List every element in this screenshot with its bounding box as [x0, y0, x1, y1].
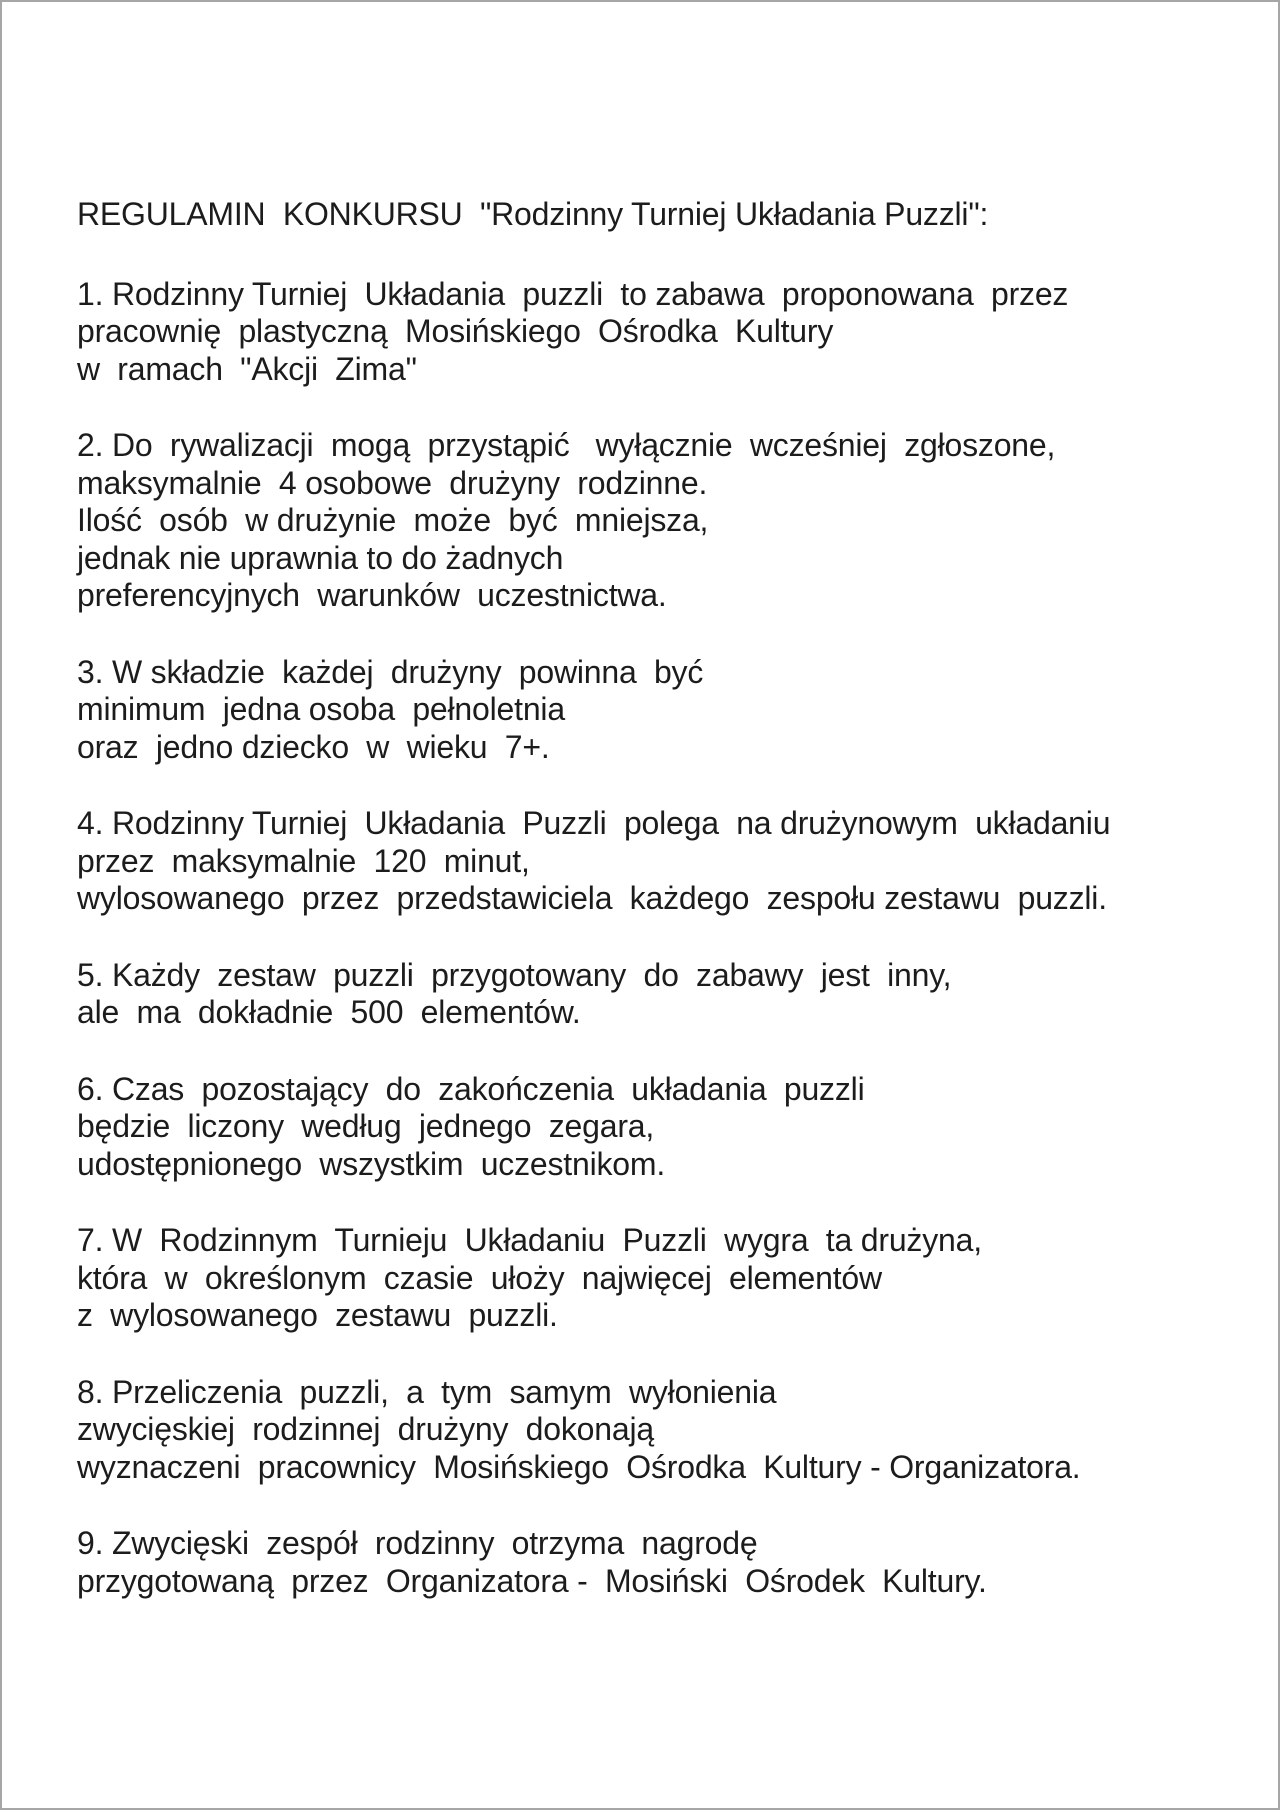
text-line: 3. W składzie każdej drużyny powinna być [77, 653, 704, 690]
paragraph-7 [77, 1222, 1277, 1335]
text-line: udostępnionego wszystkim uczestnikom. [77, 1145, 666, 1182]
text-line: przez maksymalnie 120 minut, [77, 842, 530, 879]
text-line: 8. Przeliczenia puzzli, a tym samym wyłonienia [77, 1373, 777, 1410]
text-line: w ramach "Akcji Zima" [77, 350, 417, 387]
paragraph-9 [77, 1525, 1277, 1600]
text-line: 9. Zwycięski zespół rodzinny otrzyma nagrodę [77, 1525, 758, 1561]
text-line: z wylosowanego zestawu puzzli. [77, 1297, 558, 1333]
text-line: która w określonym czasie ułoży najwięcej elementów [77, 1259, 882, 1296]
paragraph-2 [77, 427, 1277, 615]
paragraph-8 [77, 1374, 1277, 1487]
text-line: 2. Do rywalizacji mogą przystąpić wyłącznie wcześniej zgłoszone, [77, 427, 1056, 463]
paragraph-list [77, 276, 1277, 1601]
text-line: wylosowanego przez przedstawiciela każdego zespołu zestawu puzzli. [77, 880, 1107, 916]
text-line: maksymalnie 4 osobowe drużyny rodzinne. [77, 464, 708, 501]
text-line: oraz jedno dziecko w wieku 7+. [77, 728, 550, 765]
text-line: 7. W Rodzinnym Turnieju Układaniu Puzzli wygra ta drużyna, [77, 1222, 982, 1258]
text-line: jednak nie uprawnia to do żadnych [77, 539, 564, 576]
text-line: przygotowaną przez Organizatora - Mosiński Ośrodek Kultury. [77, 1562, 987, 1599]
text-line: 1. Rodzinny Turniej Układania puzzli to zabawa proponowana przez [77, 275, 1069, 312]
text-line: ale ma dokładnie 500 elementów. [77, 994, 581, 1030]
paragraph-5 [77, 957, 1277, 1032]
text-line: 6. Czas pozostający do zakończenia układania puzzli [77, 1070, 865, 1107]
paragraph-1 [77, 276, 1277, 389]
text-line: zwycięskiej rodzinnej drużyny dokonają [77, 1411, 654, 1447]
text-line: preferencyjnych warunków uczestnictwa. [77, 577, 667, 613]
document-page [77, 196, 1277, 1639]
text-line: pracownię plastyczną Mosińskiego Ośrodka Kultury [77, 313, 834, 349]
text-line: wyznaczeni pracownicy Mosińskiego Ośrodka Kultury - Organizatora. [77, 1448, 1081, 1485]
text-line: Ilość osób w drużynie może być mniejsza, [77, 502, 709, 538]
text-line: minimum jedna osoba pełnoletnia [77, 691, 565, 727]
paragraph-3 [77, 654, 1277, 767]
paragraph-6 [77, 1071, 1277, 1184]
paragraph-4 [77, 805, 1277, 918]
text-line: 5. Każdy zestaw puzzli przygotowany do zabawy jest inny, [77, 956, 952, 993]
document-title: REGULAMIN KONKURSU "Rodzinny Turniej Układania Puzzli": [77, 196, 989, 232]
text-line: 4. Rodzinny Turniej Układania Puzzli polega na drużynowym układaniu [77, 805, 1111, 841]
text-line: będzie liczony według jednego zegara, [77, 1108, 655, 1144]
